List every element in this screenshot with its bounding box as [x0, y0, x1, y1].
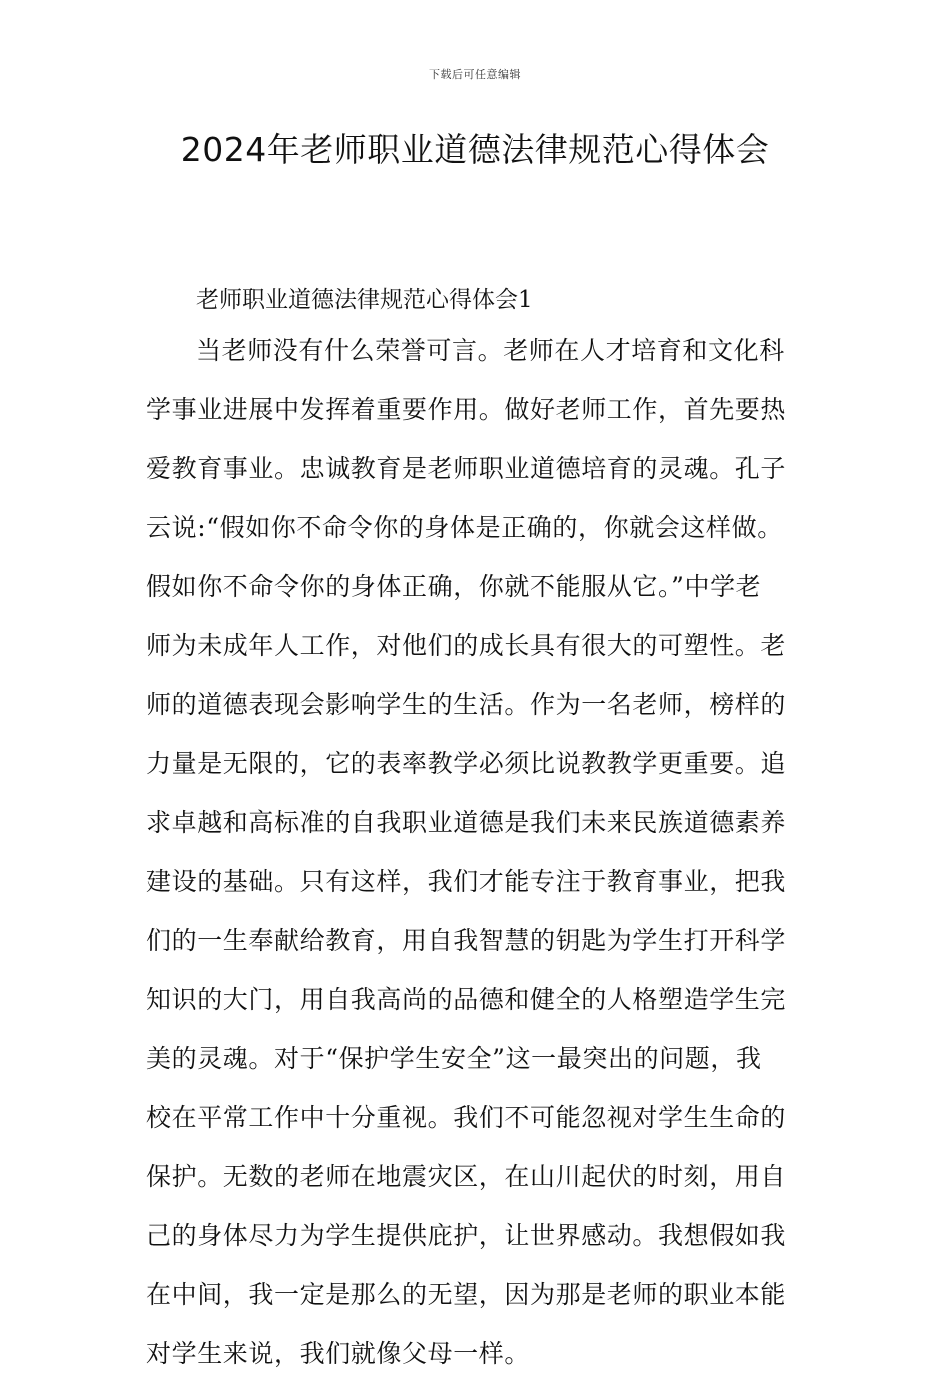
body-line: 知识的大门，用自我高尚的品德和健全的人格塑造学生完	[146, 985, 787, 1014]
body-line: 学事业进展中发挥着重要作用。做好老师工作，首先要热	[146, 395, 787, 424]
body-line: 美的灵魂。对于“保护学生安全”这一最突出的问题，我	[146, 1044, 762, 1073]
section-heading: 老师职业道德法律规范心得体会1	[196, 287, 533, 313]
body-paragraph	[146, 330, 808, 1392]
body-line: 们的一生奉献给教育，用自我智慧的钥匙为学生打开科学	[146, 926, 787, 955]
body-line: 在中间，我一定是那么的无望，因为那是老师的职业本能	[146, 1280, 787, 1309]
body-line: 己的身体尽力为学生提供庇护，让世界感动。我想假如我	[146, 1221, 787, 1250]
body-line: 校在平常工作中十分重视。我们不可能忽视对学生生命的	[146, 1103, 787, 1132]
document-title: 2024年老师职业道德法律规范心得体会	[180, 130, 770, 169]
body-line: 求卓越和高标准的自我职业道德是我们未来民族道德素养	[146, 808, 787, 837]
body-line: 师为未成年人工作，对他们的成长具有很大的可塑性。老	[146, 631, 787, 660]
body-line: 力量是无限的，它的表率教学必须比说教教学更重要。追	[146, 749, 787, 778]
body-line: 当老师没有什么荣誉可言。老师在人才培育和文化科	[196, 336, 785, 365]
body-line: 假如你不命令你的身体正确，你就不能服从它。”中学老	[146, 572, 762, 601]
body-line: 对学生来说，我们就像父母一样。	[146, 1339, 531, 1368]
body-line: 云说:“假如你不命令你的身体是正确的，你就会这样做。	[146, 513, 783, 542]
body-line: 保护。无数的老师在地震灾区，在山川起伏的时刻，用自	[146, 1162, 787, 1191]
body-line: 师的道德表现会影响学生的生活。作为一名老师，榜样的	[146, 690, 787, 719]
body-line: 爱教育事业。忠诚教育是老师职业道德培育的灵魂。孔子	[146, 454, 787, 483]
header-note: 下载后可任意编辑	[429, 68, 521, 81]
body-line: 建设的基础。只有这样，我们才能专注于教育事业，把我	[146, 867, 787, 896]
